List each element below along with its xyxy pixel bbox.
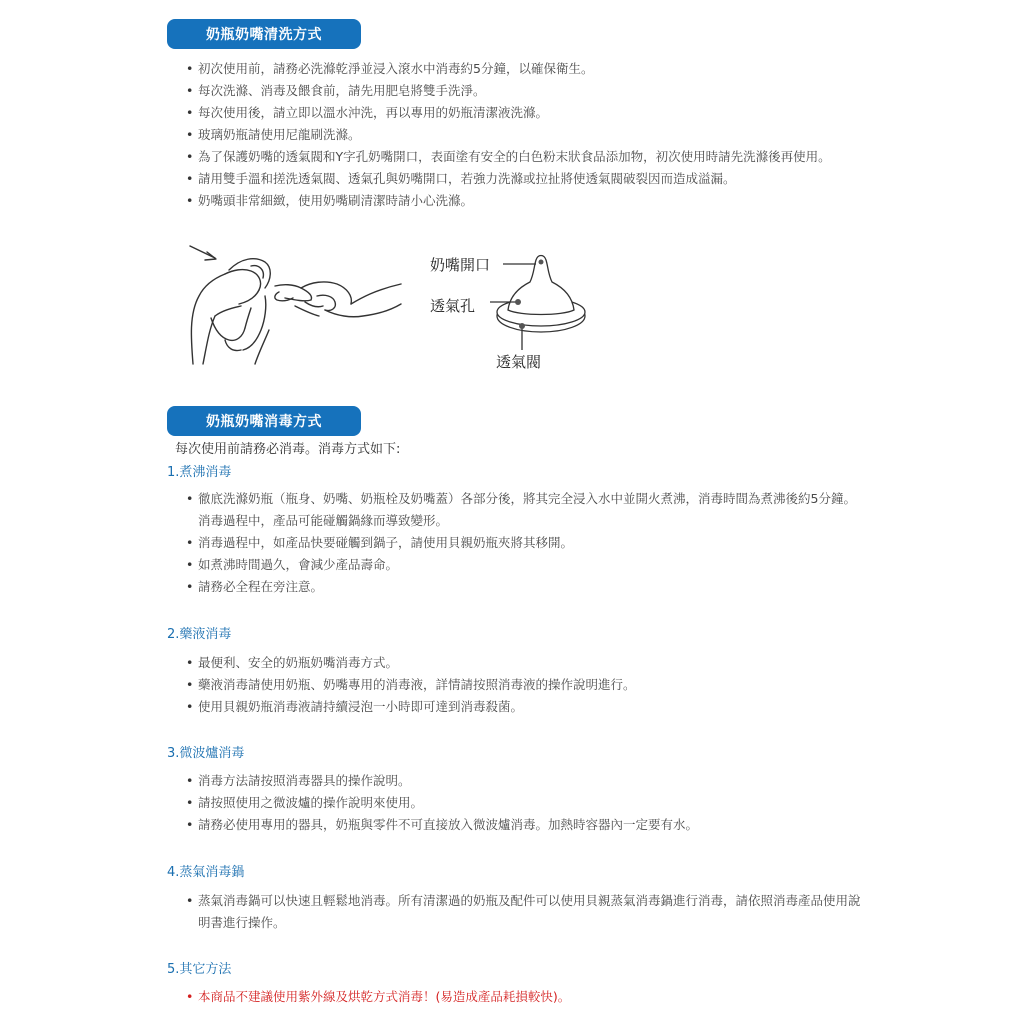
list-item: • 使用貝親奶瓶消毒液請持續浸泡一小時即可達到消毒殺菌。	[186, 696, 866, 718]
list-item: • 請務必全程在旁注意。	[186, 576, 866, 598]
section-heading-steam: 4.蒸氣消毒鍋	[167, 865, 245, 880]
list-item: • 每次使用後，請立即以溫水沖洗，再以專用的奶瓶清潔液洗滌。	[186, 102, 866, 124]
list-item: • 蒸氣消毒鍋可以快速且輕鬆地消毒。所有清潔過的奶瓶及配件可以使用貝親蒸氣消毒鍋進行消毒，請依照消毒產品使用說明書進行操作。	[186, 890, 866, 934]
list-item: • 為了保護奶嘴的透氣閥和Y字孔奶嘴開口，表面塗有安全的白色粉末狀食品添加物，初次使用時請先洗滌後再使用。	[186, 146, 866, 168]
list-item: • 如煮沸時間過久，會減少產品壽命。	[186, 554, 866, 576]
liquid-list	[186, 652, 866, 718]
steam-list	[186, 890, 866, 934]
list-item: • 每次洗滌、消毒及餵食前，請先用肥皂將雙手洗淨。	[186, 80, 866, 102]
list-item: • 請務必使用專用的器具，奶瓶與零件不可直接放入微波爐消毒。加熱時容器內一定要有水。	[186, 814, 866, 836]
arrow-line	[190, 246, 215, 258]
microwave-list	[186, 770, 866, 836]
sterilizing-title: 奶瓶奶嘴消毒方式	[167, 406, 361, 436]
warning-item: • 本商品不建議使用紫外線及烘乾方式消毒！(易造成產品耗損較快)。	[186, 986, 866, 1008]
list-item: • 奶嘴頭非常細緻，使用奶嘴刷清潔時請小心洗滌。	[186, 190, 866, 212]
list-item: • 玻璃奶瓶請使用尼龍刷洗滌。	[186, 124, 866, 146]
list-item: • 請按照使用之微波爐的操作說明來使用。	[186, 792, 866, 814]
list-item: • 消毒過程中，如產品快要碰觸到鍋子，請使用貝親奶瓶夾將其移開。	[186, 532, 866, 554]
sterilizing-intro: 每次使用前請務必消毒。消毒方式如下:	[175, 442, 401, 457]
label-vent-valve: 透氣閥	[496, 353, 542, 371]
cleaning-title: 奶瓶奶嘴清洗方式	[167, 19, 361, 49]
label-vent-hole: 透氣孔	[430, 297, 476, 315]
boiling-list	[186, 488, 866, 598]
list-item: • 藥液消毒請使用奶瓶、奶嘴專用的消毒液，詳情請按照消毒液的操作說明進行。	[186, 674, 866, 696]
section-heading-boiling: 1.煮沸消毒	[167, 465, 232, 480]
list-item: • 徹底洗滌奶瓶（瓶身、奶嘴、奶瓶栓及奶嘴蓋）各部分後，將其完全浸入水中並開火煮沸，消毒時間為煮沸後約5分鐘。消毒過程中，產品可能碰觸鍋緣而導致變形。	[186, 488, 866, 532]
section-heading-other: 5.其它方法	[167, 962, 232, 977]
section-heading-microwave: 3.微波爐消毒	[167, 746, 245, 761]
list-item: • 請用雙手溫和搓洗透氣閥、透氣孔與奶嘴開口，若強力洗滌或拉扯將使透氣閥破裂因而造成溢漏。	[186, 168, 866, 190]
cleaning-list	[186, 58, 866, 212]
label-nipple-opening: 奶嘴開口	[430, 256, 491, 274]
list-item: • 消毒方法請按照消毒器具的操作說明。	[186, 770, 866, 792]
nipple-diagram	[486, 244, 596, 354]
list-item: • 初次使用前，請務必洗滌乾淨並浸入滾水中消毒約5分鐘，以確保衛生。	[186, 58, 866, 80]
list-item: • 最便利、安全的奶瓶奶嘴消毒方式。	[186, 652, 866, 674]
section-heading-liquid: 2.藥液消毒	[167, 627, 232, 642]
other-list	[186, 986, 866, 1008]
hands-washing-illustration	[185, 244, 405, 369]
